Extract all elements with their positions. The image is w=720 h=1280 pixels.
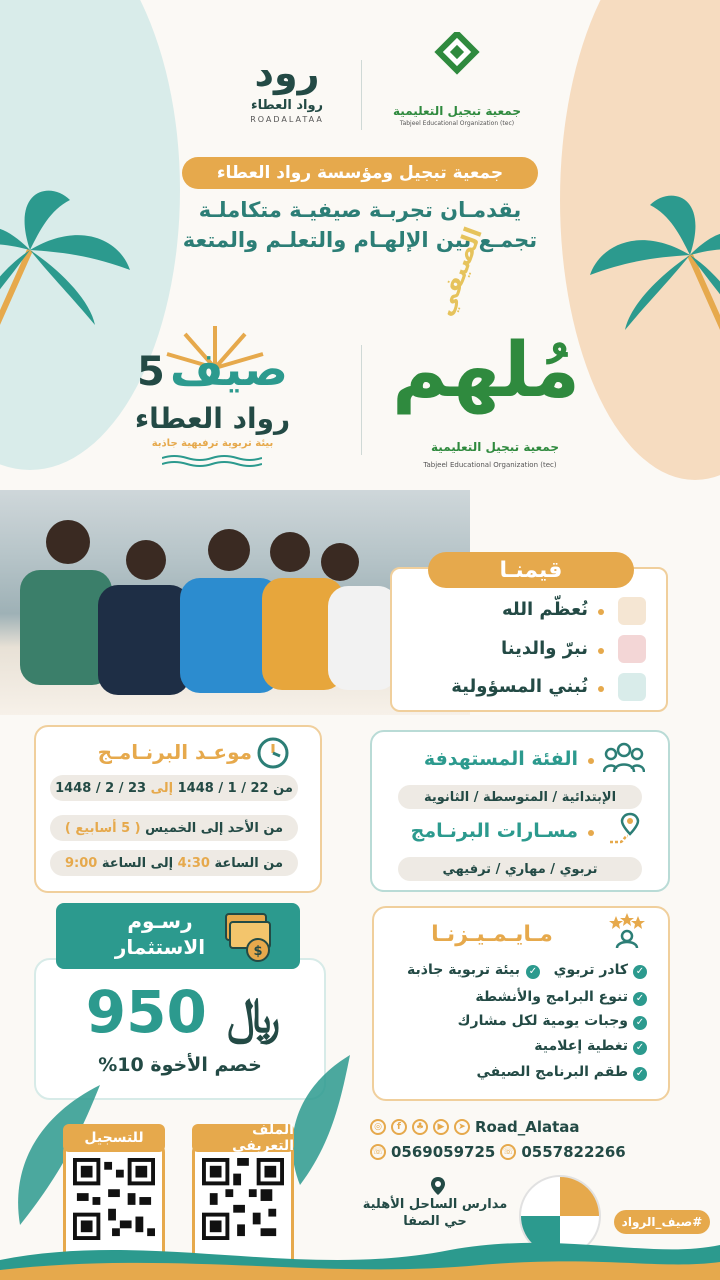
schedule-hours-to-word: إلى الساعة bbox=[101, 855, 174, 871]
intro-line-1: يقدمـان تجربـة صيفيـة متكاملـة bbox=[198, 198, 522, 222]
svg-text:$: $ bbox=[253, 944, 263, 959]
schedule-hours bbox=[50, 850, 298, 876]
bottom-wave bbox=[0, 1220, 720, 1280]
schedule-days-text: من الأحد إلى الخميس bbox=[145, 820, 284, 836]
advantages-item-1: كادر تربوي bbox=[553, 962, 628, 978]
summer-tagline: بيئة تربوية ترفيهية جاذبة bbox=[151, 438, 274, 449]
check-icon: ✓ bbox=[633, 1016, 647, 1030]
roaad-logo-english: ROADALATAA bbox=[250, 115, 324, 124]
advantages-title: مـايـمـيـزنـا bbox=[431, 922, 553, 947]
check-icon: ✓ bbox=[633, 992, 647, 1006]
values-title: قيمنـا bbox=[428, 552, 634, 588]
telegram-icon[interactable]: ➤ bbox=[454, 1119, 470, 1135]
ilham-program-logo bbox=[390, 223, 580, 475]
roaad-logo-arabic: رواد العطاء bbox=[250, 98, 324, 113]
clock-icon bbox=[256, 736, 290, 770]
hands-icon bbox=[618, 673, 646, 701]
palm-tree-right-icon bbox=[580, 195, 720, 345]
values-item-2: نبرّ والدينا bbox=[501, 638, 588, 659]
schedule-hours-start: 4:30 bbox=[177, 855, 210, 871]
summer-program-logo bbox=[100, 320, 325, 470]
values-bullet-3 bbox=[598, 686, 604, 692]
whatsapp-icon[interactable]: ☏ bbox=[500, 1144, 516, 1160]
profile-qr-label: الملف التعريفي bbox=[192, 1124, 294, 1152]
schedule-dates bbox=[50, 775, 298, 801]
advantages-item-3: تنوع البرامج والأنشطة bbox=[475, 989, 628, 1005]
social-row bbox=[370, 1118, 580, 1136]
instagram-icon[interactable]: ◎ bbox=[370, 1119, 386, 1135]
schedule-days bbox=[50, 815, 298, 841]
register-qr-label: للتسجيل bbox=[63, 1124, 165, 1152]
summer-word: صيف bbox=[169, 342, 288, 396]
schedule-hours-from: من الساعة bbox=[214, 855, 284, 871]
advantages-item-2: بيئة تربوية جاذبة bbox=[407, 962, 520, 978]
intro-line-2: تجمـع بين الإلهـام والتعلـم والمتعة bbox=[182, 228, 538, 252]
ilham-word: مُلهم bbox=[392, 325, 580, 414]
summer-name: رواد العطاء bbox=[134, 402, 291, 435]
values-bullet-2 bbox=[598, 648, 604, 654]
check-icon: ✓ bbox=[633, 965, 647, 979]
phone-1[interactable]: 0569059725 bbox=[391, 1143, 496, 1161]
schedule-dates-to: 23 / 2 / 1448 bbox=[55, 780, 147, 796]
values-item-3: نُبني المسؤولية bbox=[451, 676, 588, 697]
logo-divider bbox=[361, 60, 362, 130]
tabjeel-logo-english: Tabjeel Educational Organization (tec) bbox=[399, 120, 515, 127]
values-item-1: نُعظّم الله bbox=[501, 599, 588, 620]
target-value: الإبتدائية / المتوسطة / الثانوية bbox=[398, 785, 642, 809]
schedule-hours-end: 9:00 bbox=[65, 855, 98, 871]
whatsapp-icon[interactable]: ☏ bbox=[370, 1144, 386, 1160]
schedule-dates-to-word: إلى bbox=[150, 780, 174, 796]
values-bullet-1 bbox=[598, 609, 604, 615]
facebook-icon[interactable]: f bbox=[391, 1119, 407, 1135]
advantages-item-4: وجبات يومية لكل مشارك bbox=[457, 1013, 628, 1029]
route-pin-icon bbox=[606, 810, 642, 846]
advantages-item-5: تغطية إعلامية bbox=[534, 1038, 628, 1054]
hashtag: #صيف_الرواد bbox=[614, 1210, 710, 1234]
roaad-logo bbox=[232, 28, 342, 124]
tracks-bullet bbox=[588, 830, 594, 836]
target-title: الفئة المستهدفة bbox=[423, 748, 578, 770]
tabjeel-logo bbox=[382, 32, 532, 127]
fees-label-line-2: الاستثمار bbox=[114, 935, 206, 959]
schedule-weeks: ( 5 أسابيع ) bbox=[64, 820, 141, 836]
phone-row bbox=[370, 1143, 626, 1161]
advantages-item-6: طقم البرنامج الصيفي bbox=[476, 1064, 628, 1080]
stars-user-icon bbox=[608, 912, 646, 948]
palm-tree-left-icon bbox=[0, 190, 140, 340]
youtube-icon[interactable]: ▶ bbox=[433, 1119, 449, 1135]
phone-2[interactable]: 0557822266 bbox=[521, 1143, 626, 1161]
check-icon: ✓ bbox=[633, 1067, 647, 1081]
prayer-icon bbox=[618, 597, 646, 625]
price-value: 950 bbox=[85, 978, 207, 1046]
money-icon bbox=[220, 908, 276, 964]
tracks-title: مسـارات البرنـامج bbox=[410, 820, 578, 842]
check-icon: ✓ bbox=[526, 965, 540, 979]
program-logo-divider bbox=[361, 345, 362, 455]
price bbox=[78, 978, 288, 1046]
social-handle[interactable]: Road_Alataa bbox=[475, 1118, 580, 1136]
address-line-1: مدارس الساحل الأهلية bbox=[362, 1197, 508, 1212]
tabjeel-mark-icon bbox=[425, 32, 489, 96]
location-pin-icon bbox=[430, 1176, 446, 1196]
family-icon bbox=[618, 635, 646, 663]
currency-symbol: ﷼ bbox=[227, 988, 281, 1044]
address-line-2: حي الصفا bbox=[403, 1214, 467, 1229]
tabjeel-logo-arabic: جمعية تبجيل التعليمية bbox=[393, 104, 521, 118]
fees-label-line-1: رسـوم bbox=[127, 909, 193, 933]
check-icon: ✓ bbox=[633, 1041, 647, 1055]
roaad-logo-mark: رود bbox=[254, 51, 320, 95]
group-people-icon bbox=[603, 742, 645, 774]
ilham-org-arabic: جمعية تبجيل التعليمية bbox=[431, 440, 559, 454]
schedule-dates-from: من 22 / 1 / 1448 bbox=[177, 780, 293, 796]
target-bullet bbox=[588, 758, 594, 764]
ilham-sub: الصيفي bbox=[430, 223, 488, 320]
discount-text: خصم الأخوة 10% bbox=[98, 1054, 262, 1076]
wave-lines-icon bbox=[162, 454, 262, 468]
intro-title: جمعية تبجيل ومؤسسة رواد العطاء bbox=[182, 157, 538, 189]
schedule-title: موعـد البرنـامـج bbox=[97, 740, 252, 764]
fees-label bbox=[100, 908, 220, 960]
summer-number: 5 bbox=[137, 349, 165, 395]
tracks-value: تربوي / مهاري / ترفيهي bbox=[398, 857, 642, 881]
ilham-org-english: Tabjeel Educational Organization (tec) bbox=[423, 461, 557, 469]
snapchat-icon[interactable]: ♣ bbox=[412, 1119, 428, 1135]
